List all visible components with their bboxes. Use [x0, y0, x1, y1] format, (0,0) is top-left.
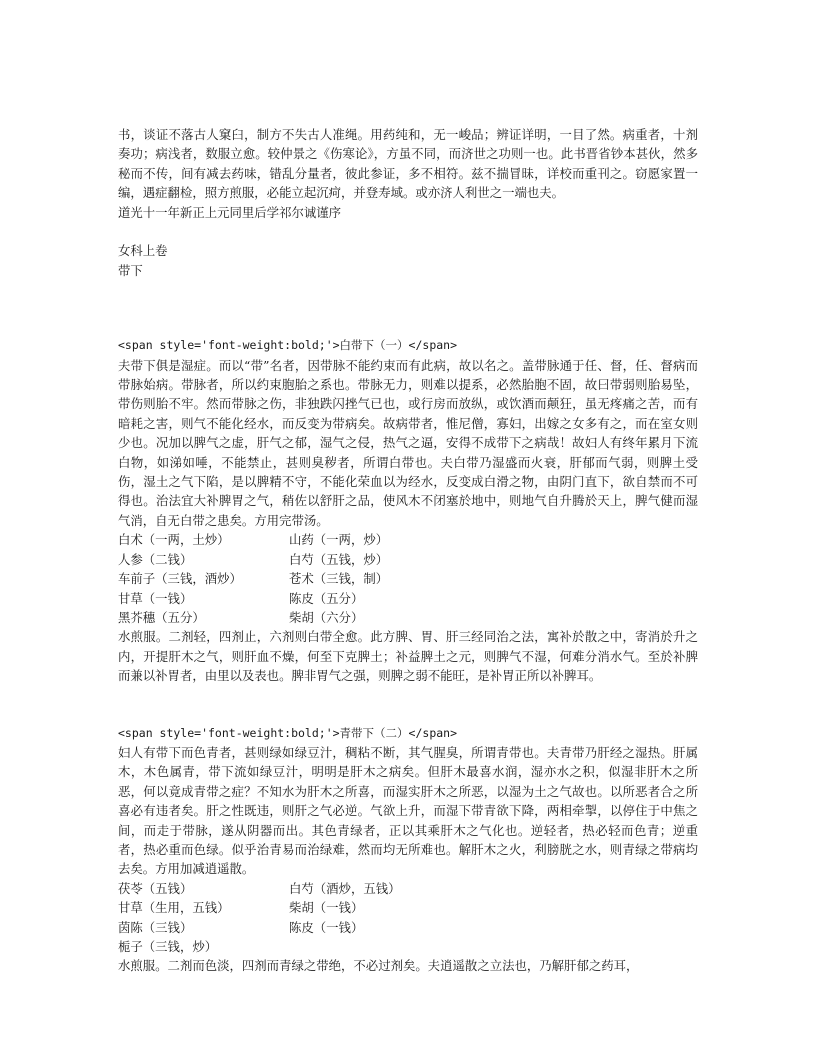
- herb-row: [118, 608, 698, 627]
- white-after: 水煎服。二剂轻，四剂止，六剂则白带全愈。此方脾、胃、肝三经同治之法，寓补於散之中，寄消於升之内，开提肝木之气，则肝血不燥，何至下克脾土；补益脾土之元，则脾气不湿，何难分消水气。至於补脾而兼以补胃者，由里以及表也。脾非胃气之强，则脾之弱不能旺，是补胃正所以补脾耳。: [118, 629, 698, 684]
- preface-text: 书，谈证不落古人窠臼，制方不失古人准绳。用药纯和，无一峻品；辨证详明，一目了然。病重者，十剂奏功；病浅者，数服立愈。较仲景之《伤寒论》，方虽不同，而济世之功则一也。此书晋省钞本甚伙，然多秘而不传，间有减去药味，错乱分量者，彼此参证，多不相符。兹不揣冒昧，详校而重刊之。窃愿家置一编，遇症翻检，照方煎服，必能立起沉疴，并登寿域。或亦济人利世之一端也夫。: [118, 127, 698, 201]
- volume-title: 女科上卷: [118, 243, 168, 259]
- herb: 柴胡（六分）: [289, 609, 364, 625]
- herb: 茵陈（三钱）: [118, 919, 193, 935]
- herb-row: [118, 918, 698, 937]
- preface-signature: 道光十一年新正上元同里后学祁尔诚谨序: [118, 204, 342, 220]
- herb-row: [118, 937, 698, 956]
- green-body: 妇人有带下而色青者，甚则绿如绿豆汁，稠粘不断，其气腥臭，所谓青带也。夫青带乃肝经之湿热。肝属木，木色属青，带下流如绿豆汁，明明是肝木之病矣。但肝木最喜水润，湿亦水之积，似湿非肝木之所恶，何以竟成青带之症？不知水为肝木之所喜，而湿实肝木之所恶，以湿为土之气故也。以所恶者合之所喜必有违者矣。肝之性既违，则肝之气必逆。气欲上升，而湿下带青欲下降，两相牵掣，以停住于中焦之间，而走于带脉，遂从阴器而出。其色青绿者，正以其乘肝木之气化也。逆轻者，热必轻而色青；逆重者，热必重而色绿。似乎治青易而治绿难，然而均无所难也。解肝木之火，利膀胱之水，则青绿之带病均去矣。方用加减逍遥散。: [118, 744, 698, 877]
- herb-row: [118, 879, 698, 898]
- herb: 柴胡（一钱）: [289, 900, 364, 916]
- herb: 甘草（一钱）: [118, 590, 193, 606]
- herb: 白芍（酒炒，五钱）: [289, 880, 401, 896]
- herb-row: [118, 569, 698, 588]
- herb: 白芍（五钱，炒）: [289, 551, 389, 567]
- herb: 陈皮（一钱）: [289, 919, 364, 935]
- herb: 苍术（三钱，制）: [289, 571, 389, 587]
- herb: 车前子（三钱，酒炒）: [118, 571, 242, 587]
- herb: 陈皮（五分）: [289, 590, 364, 606]
- document-page: [118, 125, 698, 976]
- herb: 山药（一两，炒）: [289, 532, 389, 548]
- herb: 黑芥穗（五分）: [118, 609, 205, 625]
- white-heading: <span style='font-weight:bold;'>白带下（一）</span>: [118, 338, 458, 353]
- herb: 栀子（三钱，炒）: [118, 939, 218, 955]
- herb-row: [118, 898, 698, 917]
- white-body: 夫带下俱是湿症。而以“带”名者，因带脉不能约束而有此病，故以名之。盖带脉通于任、督，任、督病而带脉始病。带脉者，所以约束胞胎之系也。带脉无力，则难以提系，必然胎胞不固，故曰带弱则胎易坠，带伤则胎不牢。然而带脉之伤，非独跌闪挫气已也，或行房而放纵，或饮酒而颠狂，虽无疼痛之苦，而有暗耗之害，则气不能化经水，而反变为带病矣。故病带者，惟尼僧，寡妇，出嫁之女多有之，而在室女则少也。况加以脾气之虚，肝气之郁，湿气之侵，热气之逼，安得不成带下之病哉！故妇人有终年累月下流白物，如涕如唾，不能禁止，甚则臭秽者，所谓白带也。夫白带乃湿盛而火衰，肝郁而气弱，则脾土受伤，湿土之气下陷，是以脾精不守，不能化荣血以为经水，反变成白滑之物，由阴门直下，欲自禁而不可得也。治法宜大补脾胃之气，稍佐以舒肝之品，使风木不闭塞於地中，则地气自升腾於天上，脾气健而湿气消，自无白带之患矣。方用完带汤。: [118, 357, 698, 528]
- herb-row: [118, 550, 698, 569]
- herb: 甘草（生用，五钱）: [118, 900, 230, 916]
- green-heading: <span style='font-weight:bold;'>青带下（二）</span>: [118, 725, 458, 740]
- herb-row: [118, 530, 698, 549]
- herb: 茯苓（五钱）: [118, 880, 193, 896]
- herb: 白术（一两，土炒）: [118, 532, 230, 548]
- herb-row: [118, 589, 698, 608]
- green-after: 水煎服。二剂而色淡，四剂而青绿之带绝，不必过剂矣。夫逍遥散之立法也，乃解肝郁之药耳，: [118, 958, 639, 974]
- herb: 人参（二钱）: [118, 551, 193, 567]
- section-title: 带下: [118, 262, 143, 278]
